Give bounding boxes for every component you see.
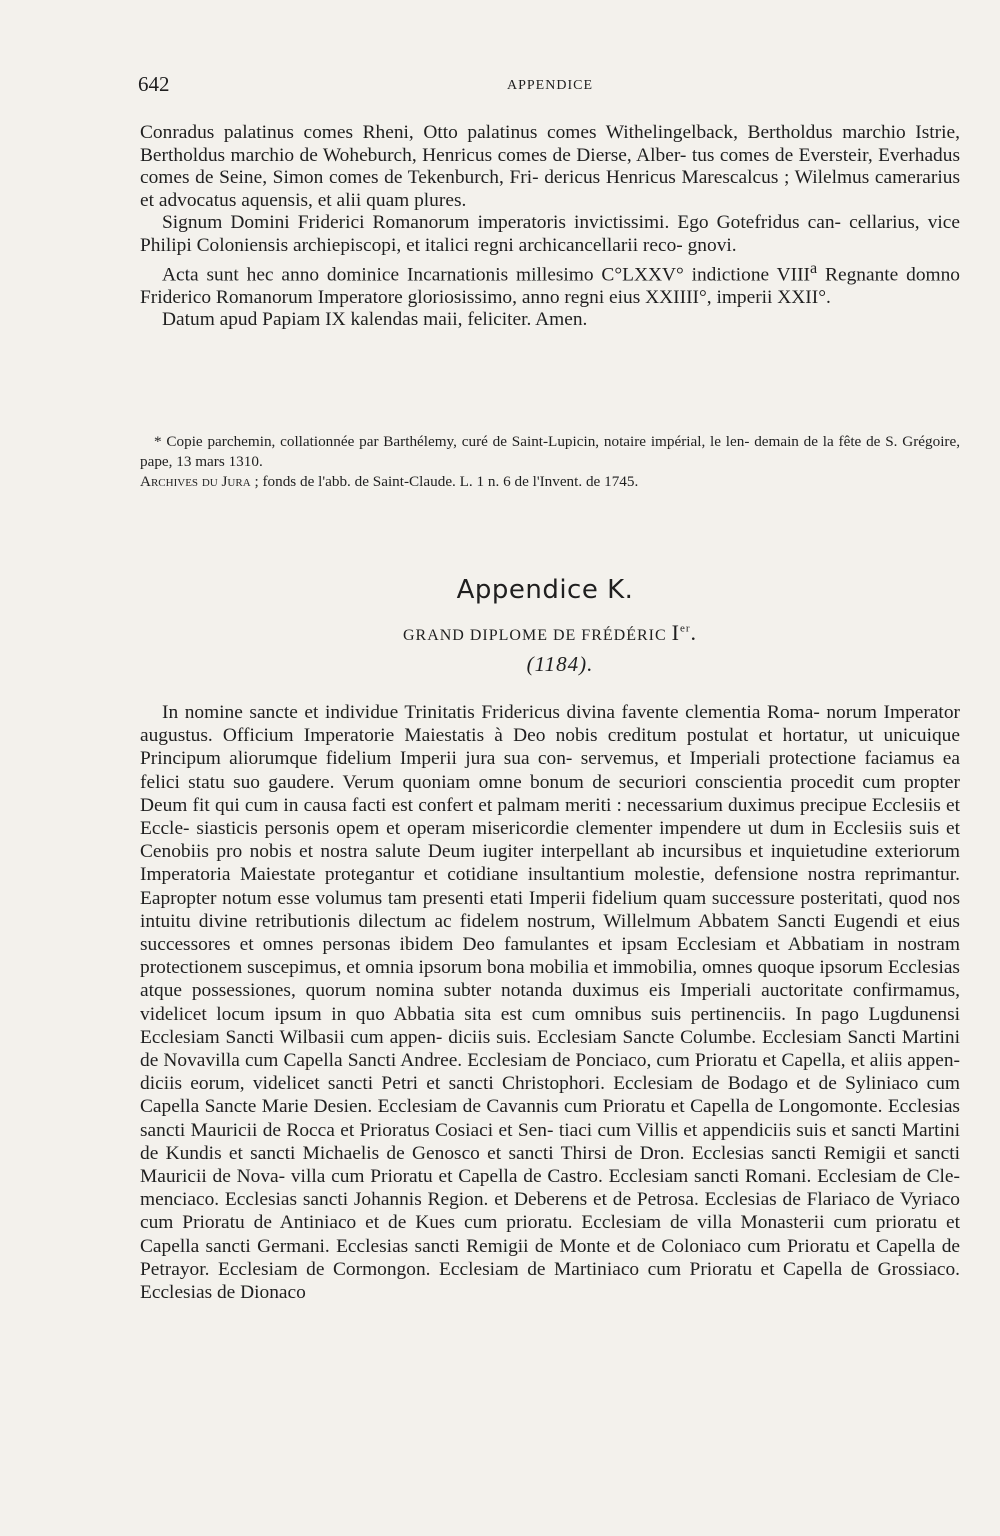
text-line: omnibus suis pertinenciis. In pago Lugdunensi Ecclesiam Sancti Wilbasii cum appen-: [140, 1003, 961, 1048]
text-line: Signum Domini Friderici Romanorum imperatoris invictissimi. Ego Gotefridus can-: [162, 212, 842, 234]
datum-paragraph: [140, 309, 960, 332]
text-line: et omnes personas ibidem Deo famulantes et ipsam Ecclesiam et Abbatiam in nostram: [239, 934, 960, 956]
regnal-numeral: Ier.: [671, 620, 698, 645]
text-line: Ecclesiam de Martiniaco cum Prioratu et Capella de Grossiaco. Ecclesias de Dionaco: [140, 1258, 960, 1304]
text-line: norum Imperator augustus. Officium Imperatorie Maiestatis à Deo nobis creditum: [140, 702, 960, 747]
signum-paragraph: [140, 212, 960, 257]
text-line: servemus, et Imperiali protectione faciamus ea felici statu suo gaudere. Verum quoniam: [140, 748, 960, 793]
text-line: villa cum Prioratu et Capella de Castro. Ecclesiam sancti Romani. Ecclesiam de Cle-: [290, 1166, 960, 1188]
text-line: tiaci cum Villis et appendiciis suis et sancti Martini de Kundis et sancti Michaelis de: [140, 1119, 960, 1164]
text-line: Capella de Longomonte. Ecclesias sancti Mauricii de Rocca et Prioratus Cosiaci et Sen-: [140, 1096, 960, 1141]
appendix-subheading: [0, 620, 1000, 646]
text-line: omne bonum de securiori conscientia procedit cum propter Deum fit qui cum in causa: [140, 771, 960, 816]
text-line: suis et Cenobiis pro nobis et nostra salute Deum iugiter interpellant ab incursibus et: [140, 818, 960, 863]
footnote: [140, 432, 960, 492]
text-line: menciaco. Ecclesias sancti Johannis Region. et Deberens et de Petrosa. Ecclesias de: [140, 1189, 801, 1211]
text-line: molestie, defensione nostra reprimantur. Eapropter notum esse volumus tam presenti: [140, 864, 960, 909]
archives-reference: ; fonds de l'abb. de Saint-Claude. L. 1 n. 6 de l'Invent. de 1745.: [250, 473, 639, 490]
diploma-paragraph: [140, 701, 960, 1304]
superscript: a: [810, 259, 818, 277]
text-line: In nomine sancte et individue Trinitatis Fridericus divina favente clementia Roma-: [162, 702, 820, 723]
text-line: etati Imperii fidelium quam successure posteritati, quod nos intuitu divine retributionis: [140, 887, 960, 932]
text-line: postulat et hortatur, ut unicuique Principum aliorumque fidelium Imperii jura sua con-: [140, 725, 960, 770]
text-line: Flariaco de Vyriaco cum Prioratu de Antiniaco et de Kues cum prioratu. Ecclesiam: [140, 1189, 960, 1234]
text-line: tus comes de Eversteir, Everhadus comes de Seine, Simon comes de Tekenburch, Fri-: [140, 144, 960, 189]
text-line: quam plures.: [366, 189, 467, 211]
text-line: cellarius, vice Philipi Coloniensis archiepiscopi, et italici regni archicancellarii reco-: [140, 212, 960, 256]
diploma-text: [140, 701, 960, 1304]
text-line: XXIIII°, imperii XXII°.: [645, 286, 831, 308]
text-line: Capella Sancti Andree. Ecclesiam de Ponciaco, cum Prioratu et Capella, et aliis appen-: [283, 1050, 960, 1072]
text-line: dericus Henricus Marescalcus ; Wilelmus camerarius et advocatus aquensis, et alii: [140, 167, 960, 211]
appendix-heading: Appendice K.: [456, 575, 634, 605]
text-line: Monte et de Coloniaco cum Prioratu et Capella de Petrayor. Ecclesiam de Cormongon.: [140, 1235, 961, 1280]
text-line: inquietudine exteriorum Imperatoria Maiestate protegantur et cotidiane insultantium: [140, 841, 960, 886]
text-line: dilectum ac fidelem nostrum, Willelmum Abbatem Sancti Eugendi et eius successores: [140, 910, 960, 956]
text-line: Regnante domno Friderico Romanorum Imperatore gloriosissimo, anno regni eius: [140, 264, 960, 308]
text-line: Acta sunt hec anno dominice Incarnationis millesimo C°LXXV° indictione VIII: [162, 264, 811, 286]
text-line: de villa Monasterii cum prioratu et Capella sancti Germani. Ecclesias sancti Remigii de: [140, 1212, 960, 1257]
subheading-text: GRAND DIPLOME DE FRÉDÉRIC: [402, 627, 667, 644]
footnote-line: demain de la fête de S. Grégoire, pape, 13 mars 1310.: [140, 433, 961, 470]
charter-ending-text: [140, 122, 960, 332]
text-line: marchio Istrie, Bertholdus marchio de Woheburch, Henricus comes de Dierse, Alber-: [140, 122, 960, 166]
text-line: protectionem suscepimus, et omnia ipsorum bona mobilia et immobilia, omnes quoque: [140, 957, 815, 979]
footnote-line: * Copie parchemin, collationnée par Barthélemy, curé de Saint-Lupicin, notaire impérial, le len-: [154, 433, 750, 450]
text-line: diciis eorum, videlicet sancti Petri et sancti Christophori. Ecclesiam de Bodago et de: [140, 1073, 837, 1095]
text-line: Conradus palatinus comes Rheni, Otto palatinus comes Withelingelback, Bertholdus: [140, 122, 833, 143]
archives-source: Archives du Jura: [140, 473, 251, 490]
acta-paragraph: [140, 258, 960, 310]
text-line: ipsorum Ecclesias atque possessiones, quorum nomina subter notanda duximus eis: [140, 957, 960, 1002]
page-number: 642: [138, 72, 170, 96]
text-line: Imperiali auctoritate confirmamus, videlicet locum ipsum in quo Abbatia sita est cum: [140, 980, 960, 1025]
text-line: diciis suis. Ecclesiam Sancte Columbe. Ecclesiam Sancti Martini de Novavilla cum: [140, 1026, 960, 1072]
text-line: Syliniaco cum Capella Sancte Marie Desien. Ecclesiam de Cavannis cum Prioratu et: [140, 1073, 960, 1118]
running-head: APPENDICE: [506, 78, 593, 93]
text-line: Genosco et sancti Thirsi de Dron. Ecclesias sancti Remigii et sancti Mauricii de Nova-: [140, 1142, 960, 1188]
appendix-date: (1184).: [526, 652, 594, 676]
text-line: facti est confert et palmam meriti : necessarium duximus precipue Ecclesiis et Eccle-: [140, 794, 960, 840]
witness-paragraph: [140, 122, 960, 212]
text-line: Datum apud Papiam IX kalendas maii, feliciter. Amen.: [162, 309, 588, 331]
text-line: gnovi.: [687, 234, 737, 256]
text-line: siasticis personis opem et operam misericordie clementer impendere ut dum in Ecclesiis: [196, 818, 903, 840]
